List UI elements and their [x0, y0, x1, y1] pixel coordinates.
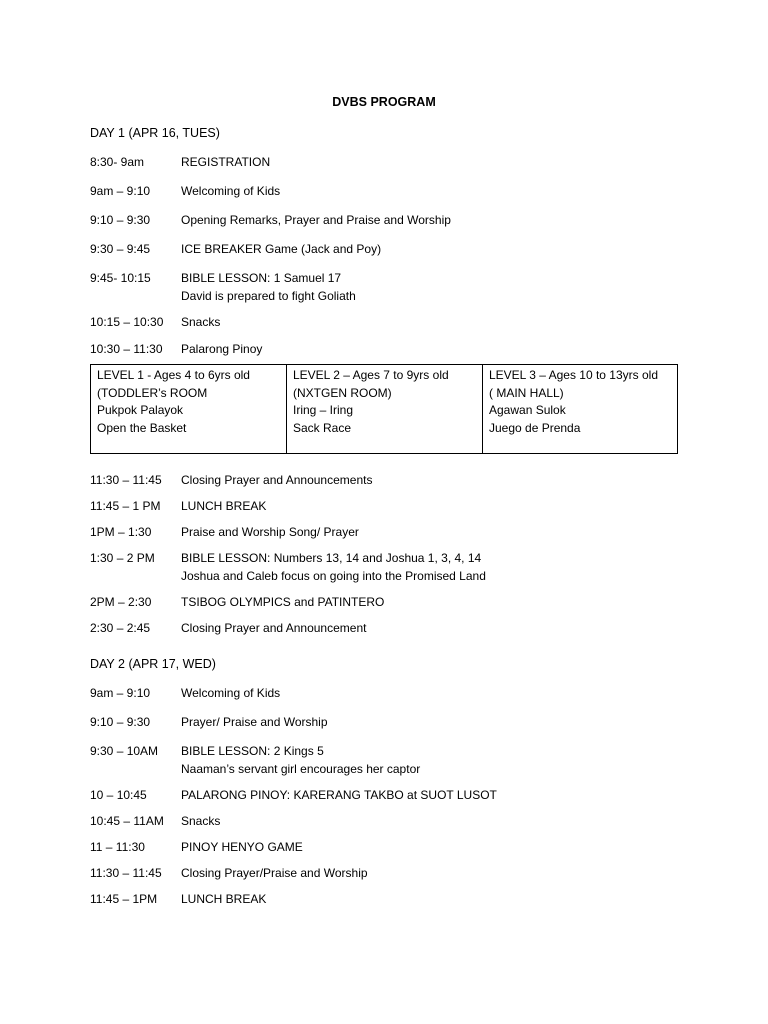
entry-activity-line: Palarong Pinoy	[181, 342, 263, 356]
entry-time: 10:30 – 11:30	[90, 342, 163, 356]
entry-activity	[181, 713, 328, 731]
entry-time: 9:10 – 9:30	[90, 213, 151, 227]
entry-activity	[181, 593, 384, 611]
entry-activity-line: BIBLE LESSON: 2 Kings 5	[181, 744, 324, 758]
entry-time: 11:45 – 1PM	[90, 892, 158, 906]
entry-activity-line: BIBLE LESSON: Numbers 13, 14 and Joshua 1, 3, 4, 14	[181, 551, 482, 565]
entry-time: 10 – 10:45	[90, 788, 147, 802]
entry-time: 10:45 – 11AM	[90, 814, 164, 828]
entry-activity-line: Closing Prayer and Announcement	[181, 621, 367, 635]
entry-activity-line: Joshua and Caleb focus on going into the Promised Land	[181, 569, 486, 583]
entry-activity	[181, 340, 262, 358]
entry-activity-line: Praise and Worship Song/ Prayer	[181, 525, 359, 539]
entry-activity-line: BIBLE LESSON: 1 Samuel 17	[181, 271, 342, 285]
level-1-title: LEVEL 1 - Ages 4 to 6yrs old	[97, 368, 250, 382]
day1-heading: DAY 1 (APR 16, TUES)	[90, 126, 220, 140]
entry-activity	[181, 742, 420, 778]
entry-activity	[181, 786, 497, 804]
level-3-room: ( MAIN HALL)	[489, 385, 564, 400]
level-activities-table	[90, 364, 678, 454]
level-2-title: LEVEL 2 – Ages 7 to 9yrs old	[293, 368, 449, 382]
entry-activity	[181, 153, 270, 171]
entry-activity	[181, 684, 280, 702]
entry-time: 9am – 9:10	[90, 686, 151, 700]
level-2-game-1: Iring – Iring	[293, 403, 354, 417]
entry-activity	[181, 523, 359, 541]
day2-heading: DAY 2 (APR 17, WED)	[90, 657, 216, 671]
entry-time: 1:30 – 2 PM	[90, 551, 155, 565]
entry-activity-line: TSIBOG OLYMPICS and PATINTERO	[181, 595, 385, 609]
level-2-cell	[287, 365, 483, 453]
level-1-room: (TODDLER’s ROOM	[97, 385, 208, 400]
entry-activity-line: Welcoming of Kids	[181, 686, 281, 700]
entry-activity-line: REGISTRATION	[181, 155, 271, 169]
entry-activity-line: Welcoming of Kids	[181, 184, 281, 198]
entry-activity-line: Closing Prayer/Praise and Worship	[181, 866, 368, 880]
entry-activity	[181, 211, 451, 229]
entry-activity	[181, 864, 368, 882]
entry-activity-line: Snacks	[181, 315, 221, 329]
entry-time: 9:10 – 9:30	[90, 715, 151, 729]
entry-activity	[181, 313, 220, 331]
entry-time: 9:30 – 10AM	[90, 744, 159, 758]
entry-time: 8:30- 9am	[90, 155, 145, 169]
entry-activity	[181, 240, 381, 258]
entry-activity-line: ICE BREAKER Game (Jack and Poy)	[181, 242, 382, 256]
level-3-cell	[483, 365, 677, 453]
entry-activity-line: LUNCH BREAK	[181, 499, 267, 513]
entry-activity	[181, 890, 266, 908]
entry-activity-line: Naaman’s servant girl encourages her captor	[181, 762, 421, 776]
entry-activity-line: David is prepared to fight Goliath	[181, 289, 356, 303]
entry-time: 9:45- 10:15	[90, 271, 151, 285]
entry-activity	[181, 812, 220, 830]
level-3-title: LEVEL 3 – Ages 10 to 13yrs old	[489, 368, 659, 382]
level-1-cell	[91, 365, 287, 453]
entry-activity-line: Snacks	[181, 814, 221, 828]
entry-activity	[181, 182, 280, 200]
entry-time: 11:45 – 1 PM	[90, 499, 161, 513]
entry-activity	[181, 471, 372, 489]
level-3-game-1: Agawan Sulok	[489, 403, 566, 417]
page-title: DVBS PROGRAM	[332, 95, 436, 109]
entry-activity-line: Closing Prayer and Announcements	[181, 473, 373, 487]
entry-time: 2PM – 2:30	[90, 595, 152, 609]
entry-activity	[181, 549, 486, 585]
entry-time: 2:30 – 2:45	[90, 621, 151, 635]
level-2-room: (NXTGEN ROOM)	[293, 385, 392, 400]
level-1-game-1: Pukpok Palayok	[97, 403, 184, 417]
entry-activity	[181, 497, 266, 515]
entry-activity-line: LUNCH BREAK	[181, 892, 267, 906]
entry-time: 10:15 – 10:30	[90, 315, 164, 329]
entry-activity-line: Opening Remarks, Prayer and Praise and Worship	[181, 213, 451, 227]
entry-time: 11 – 11:30	[90, 840, 145, 854]
entry-activity	[181, 838, 303, 856]
entry-time: 1PM – 1:30	[90, 525, 152, 539]
level-1-game-2: Open the Basket	[97, 420, 187, 435]
entry-activity-line: PINOY HENYO GAME	[181, 840, 303, 854]
entry-activity	[181, 619, 366, 637]
entry-time: 11:30 – 11:45	[90, 473, 162, 487]
entry-activity	[181, 269, 356, 305]
entry-time: 11:30 – 11:45	[90, 866, 162, 880]
entry-time: 9am – 9:10	[90, 184, 151, 198]
entry-time: 9:30 – 9:45	[90, 242, 151, 256]
entry-activity-line: Prayer/ Praise and Worship	[181, 715, 328, 729]
level-3-game-2: Juego de Prenda	[489, 420, 581, 435]
entry-activity-line: PALARONG PINOY: KARERANG TAKBO at SUOT LUSOT	[181, 788, 497, 802]
level-2-game-2: Sack Race	[293, 420, 352, 435]
